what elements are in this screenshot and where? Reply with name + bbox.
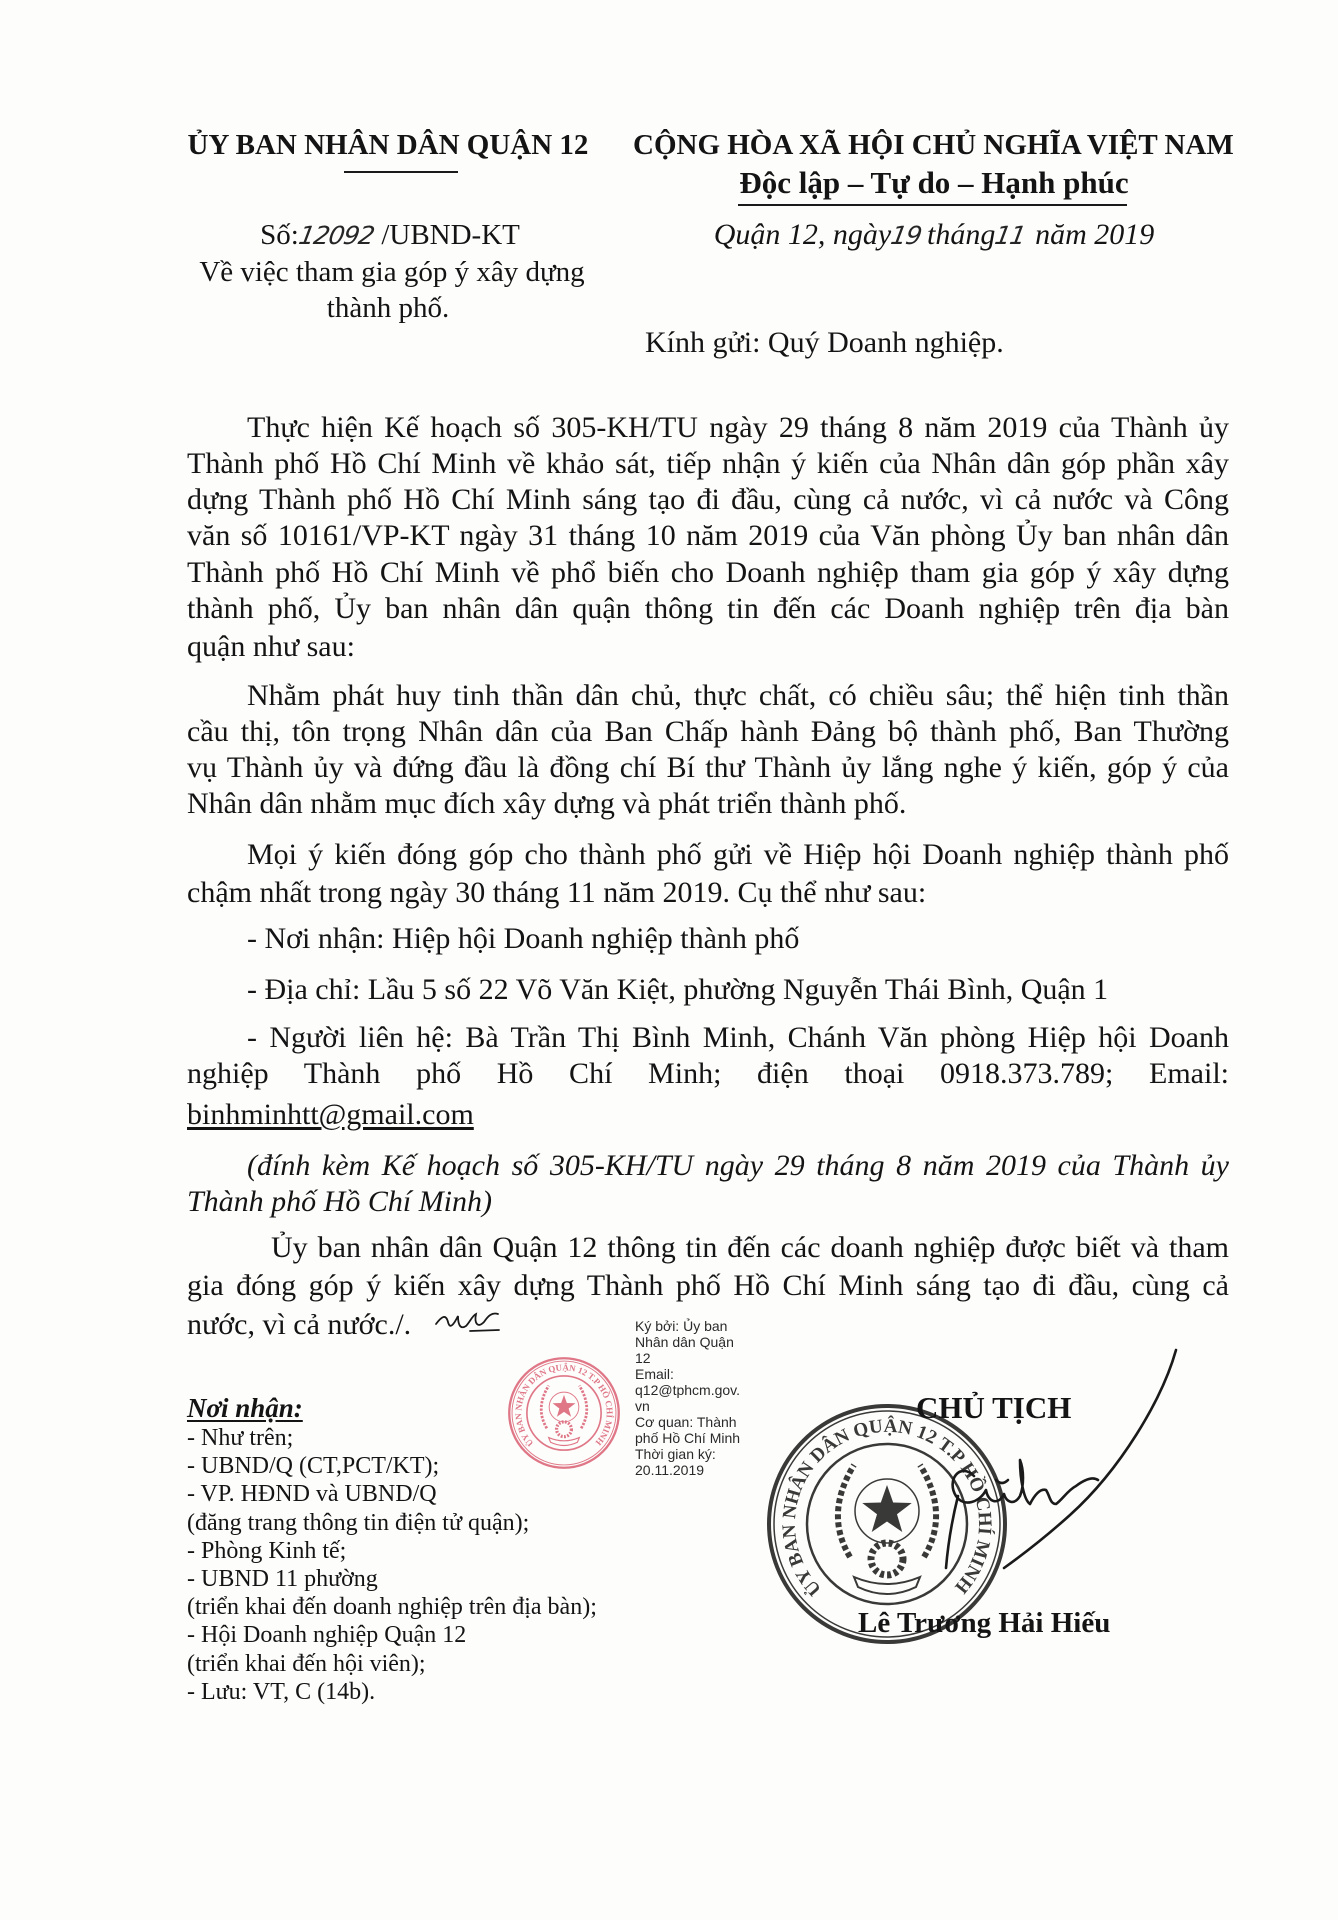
paragraph-1-line: Thành phố Hồ Chí Minh về khảo sát, tiếp nhận ý kiến của Nhân dân góp phần xây [187, 447, 1229, 480]
recipient-item: (đăng trang thông tin điện tử quận); [187, 1509, 530, 1536]
recipient-item: - Hội Doanh nghiệp Quận 12 [187, 1622, 467, 1649]
recipient-item: - Như trên; [187, 1425, 294, 1451]
recipient-organization: - Nơi nhận: Hiệp hội Doanh nghiệp thành phố [247, 922, 800, 955]
recipient-item: - UBND 11 phường [187, 1566, 378, 1593]
agency-underline [344, 171, 458, 173]
dsig-line: phố Hồ Chí Minh [635, 1430, 741, 1446]
agency-name: ỦY BAN NHÂN DÂN QUẬN 12 [187, 129, 589, 161]
attachment-note-line: (đính kèm Kế hoạch số 305-KH/TU ngày 29 tháng 8 năm 2019 của Thành ủy [247, 1149, 1229, 1182]
paragraph-2-line: Nhân dân nhằm mục đích xây dựng và phát triển thành phố. [187, 787, 907, 820]
dsig-line: Thời gian ký: [635, 1446, 716, 1462]
motto-underline [738, 204, 1127, 206]
doc-number-handwritten: 12092 [296, 221, 376, 250]
paragraph-1-line: Thành phố Hồ Chí Minh về phổ biến cho Doanh nghiệp tham gia góp ý xây dựng [187, 556, 1229, 589]
signer-title: CHỦ TỊCH [916, 1390, 1072, 1425]
country-name: CỘNG HÒA XÃ HỘI CHỦ NGHĨA VIỆT NAM [633, 129, 1234, 161]
document-number [170, 217, 610, 254]
digital-signature-info [635, 1318, 740, 1478]
attachment-note-line: Thành phố Hồ Chí Minh) [187, 1185, 493, 1218]
paragraph-1-line: Thực hiện Kế hoạch số 305-KH/TU ngày 29 tháng 8 năm 2019 của Thành ủy [247, 411, 1229, 444]
salutation: Kính gửi: Quý Doanh nghiệp. [645, 326, 1004, 359]
paragraph-2-line: vụ Thành ủy và đứng đầu là đồng chí Bí thư Thành ủy lắng nghe ý kiến, góp ý của [187, 751, 1229, 784]
recipient-address: - Địa chỉ: Lầu 5 số 22 Võ Văn Kiệt, phường Nguyễn Thái Bình, Quận 1 [247, 973, 1109, 1006]
recipients-list [187, 1424, 597, 1706]
dsig-line: Cơ quan: Thành [635, 1414, 737, 1430]
contact-person-line: - Người liên hệ: Bà Trần Thị Bình Minh, Chánh Văn phòng Hiệp hội Doanh [247, 1021, 1229, 1054]
dsig-line: 20.11.2019 [635, 1462, 705, 1478]
paragraph-1-line: quận như sau: [187, 630, 355, 663]
recipient-item: - Phòng Kinh tế; [187, 1537, 347, 1564]
contact-person-line: nghiệp Thành phố Hồ Chí Minh; điện thoại 0918.373.789; Email: [187, 1057, 1229, 1090]
recipient-item: - VP. HĐND và UBND/Q [187, 1481, 437, 1508]
red-seal-rim-text: ỦY BAN NHÂN DÂN QUẬN 12 T.P HỒ CHÍ MINH [513, 1362, 615, 1449]
date-year: năm 2019 [1035, 218, 1155, 251]
contact-email [187, 1097, 1229, 1133]
date-day-handwritten: 19 [888, 221, 924, 250]
paragraph-3-line: chậm nhất trong ngày 30 tháng 11 năm 2019. Cụ thể như sau: [187, 876, 927, 909]
paragraph-2-line: cầu thị, tôn trọng Nhân dân của Ban Chấp hành Đảng bộ thành phố, Ban Thường [187, 715, 1229, 748]
recipient-item: (triển khai đến doanh nghiệp trên địa bàn); [187, 1594, 597, 1621]
subject-line-2: thành phố. [326, 292, 450, 324]
dsig-line: Email: [635, 1366, 674, 1382]
date-prefix: Quận 12, ngày [713, 218, 892, 251]
closing-line: Ủy ban nhân dân Quận 12 thông tin đến các doanh nghiệp được biết và tham [271, 1231, 1229, 1264]
paragraph-1-line: văn số 10161/VP-KT ngày 31 tháng 10 năm 2019 của Văn phòng Ủy ban nhân dân [187, 519, 1229, 552]
recipients-heading: Nơi nhận: [187, 1393, 303, 1423]
paragraph-1-line: dựng Thành phố Hồ Chí Minh sáng tạo đi đầu, cùng cả nước, vì cả nước và Công [187, 483, 1229, 516]
dsig-line: 12 [635, 1350, 651, 1366]
closing-line: nước, vì cả nước./. [187, 1308, 412, 1341]
doc-number-prefix: Số: [260, 219, 299, 251]
closing-line: gia đóng góp ý kiến xây dựng Thành phố Hồ Chí Minh sáng tạo đi đầu, cùng cả [187, 1269, 1229, 1302]
recipient-item: - Lưu: VT, C (14b). [187, 1678, 376, 1705]
initials-scribble [432, 1306, 502, 1338]
doc-number-suffix: /UBND-KT [381, 219, 520, 251]
issue-date [654, 217, 1214, 254]
signer-name: Lê Trương Hải Hiếu [858, 1607, 1111, 1639]
email-link: binhminhtt@gmail.com [187, 1098, 474, 1131]
date-month-handwritten: 11 [992, 221, 1028, 250]
dsig-line: q12@tphcm.gov. [635, 1382, 741, 1398]
official-seal-rim-text: ỦY BAN NHÂN DÂN QUẬN 12 T.P HỒ CHÍ MINH [778, 1415, 996, 1600]
date-month-label: tháng [926, 218, 996, 251]
paragraph-1-line: thành phố, Ủy ban nhân dân quận thông tin đến các Doanh nghiệp trên địa bàn [187, 592, 1229, 625]
paragraph-2-line: Nhằm phát huy tinh thần dân chủ, thực chất, có chiều sâu; thể hiện tinh thần [247, 679, 1229, 712]
recipient-item: - UBND/Q (CT,PCT/KT); [187, 1453, 440, 1480]
dsig-line: Nhân dân Quận [635, 1334, 734, 1350]
dsig-line: Ký bởi: Ủy ban [635, 1318, 728, 1334]
national-motto: Độc lập – Tự do – Hạnh phúc [739, 165, 1129, 200]
dsig-line: vn [635, 1398, 650, 1414]
handwritten-signature [900, 1330, 1200, 1600]
recipient-item: (triển khai đến hội viên); [187, 1650, 426, 1677]
subject-line-1: Về việc tham gia góp ý xây dựng [199, 256, 585, 288]
paragraph-3-line: Mọi ý kiến đóng góp cho thành phố gửi về Hiệp hội Doanh nghiệp thành phố [247, 838, 1229, 871]
